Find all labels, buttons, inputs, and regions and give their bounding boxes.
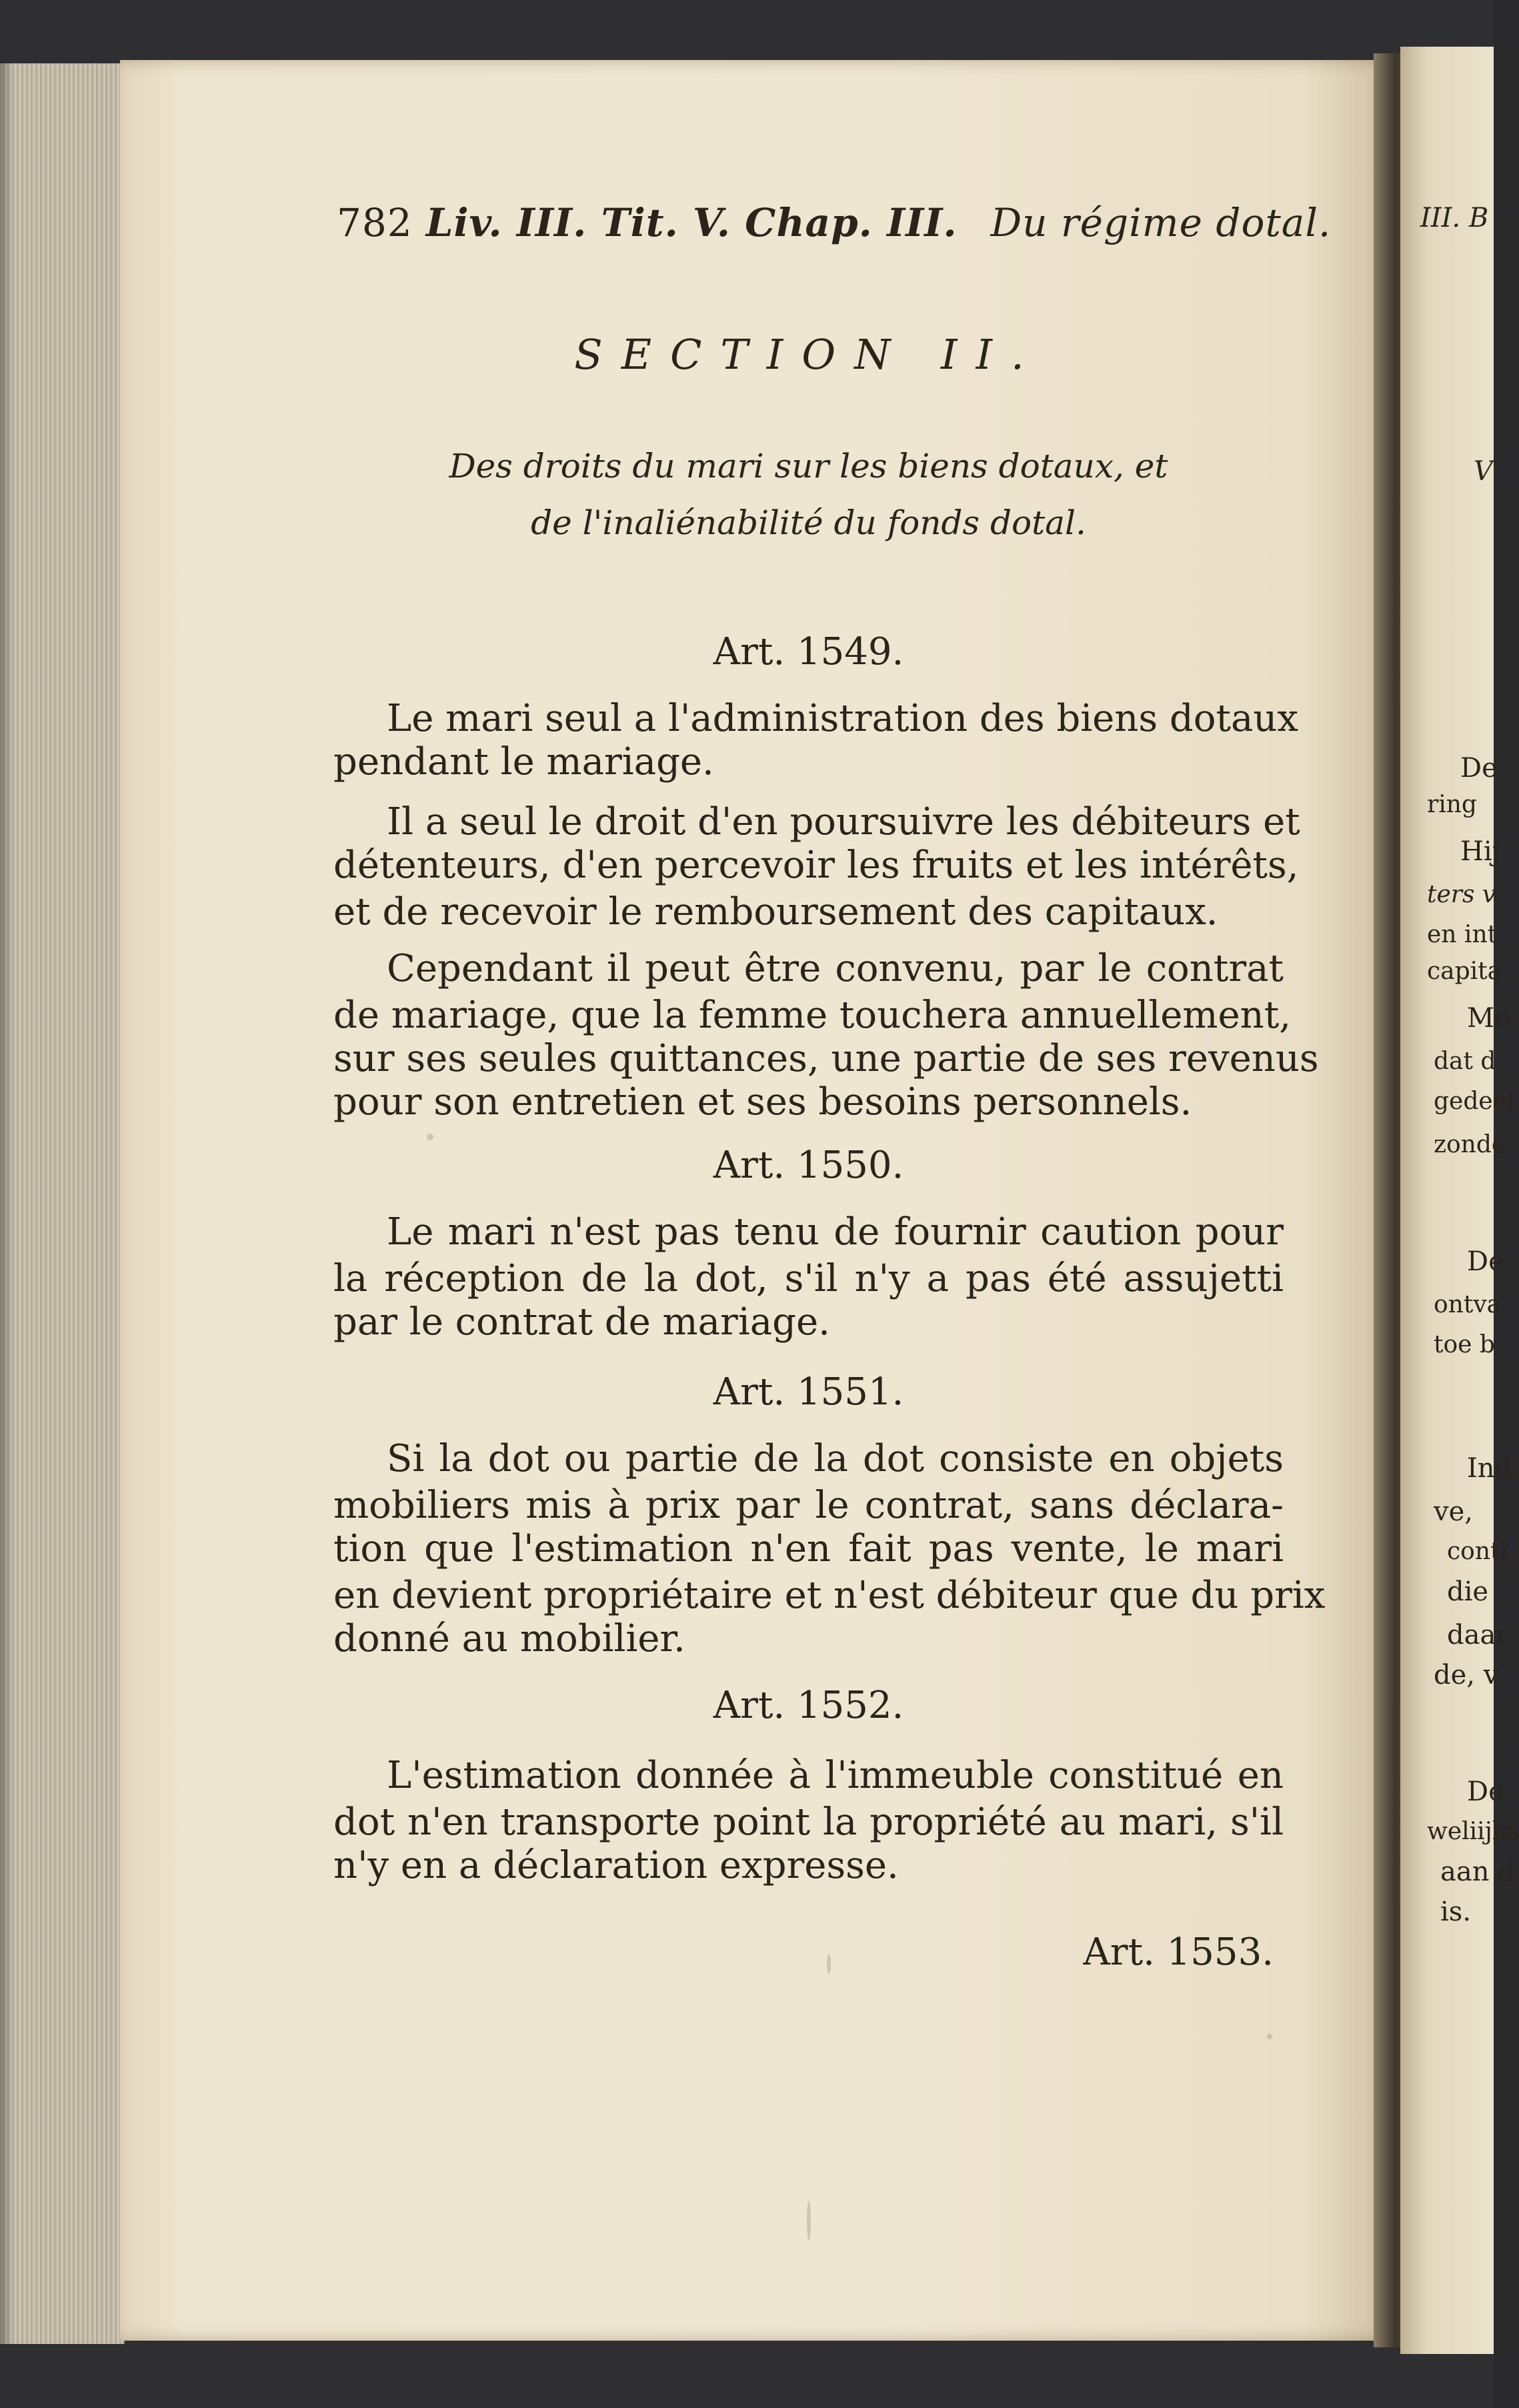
facing-fragment: weliijks — [1427, 1818, 1519, 1845]
running-head — [337, 200, 1332, 245]
text-line: Si la dot ou partie de la dot consiste en objets — [387, 1437, 1284, 1480]
text-line: mobiliers mis à prix par le contrat, sans déclara- — [333, 1484, 1284, 1527]
text-line: sur ses seules quittances, une partie de ses revenus — [333, 1037, 1319, 1080]
facing-head: III. B — [1420, 203, 1489, 233]
section-title: SECTION II. — [574, 330, 1043, 379]
running-head-title: Du régime dotal. — [990, 200, 1332, 245]
article-heading: Art. 1552. — [713, 1684, 904, 1727]
catchword: Art. 1553. — [1083, 1931, 1274, 1974]
text-line: la réception de la dot, s'il n'y a pas été assujetti — [333, 1257, 1284, 1300]
text-line: n'y en a déclaration expresse. — [333, 1844, 899, 1887]
text-line: Le mari seul a l'administration des biens dotaux — [387, 697, 1298, 740]
article-heading: Art. 1549. — [713, 630, 904, 674]
left-page — [120, 60, 1394, 2341]
paper-speck — [807, 2201, 811, 2241]
text-line: L'estimation donnée à l'immeuble constitué en — [387, 1754, 1284, 1797]
facing-fragment: gedeel — [1434, 1088, 1515, 1115]
facing-fragment: en int — [1427, 921, 1498, 948]
facing-fragment: Ind — [1467, 1453, 1512, 1484]
page-edges — [0, 63, 125, 2344]
facing-fragment: de, v — [1434, 1660, 1499, 1690]
facing-fragment: zonde — [1434, 1131, 1506, 1158]
text-line: pour son entretien et ses besoins personnels. — [333, 1080, 1192, 1124]
facing-page — [1400, 47, 1494, 2354]
text-line: donné au mobilier. — [333, 1617, 685, 1660]
facing-fragment: die — [1447, 1576, 1489, 1607]
facing-fragment: De — [1467, 1776, 1504, 1807]
text-line: Cependant il peut être convenu, par le contrat — [387, 947, 1284, 990]
paper-speck — [827, 1954, 831, 1974]
facing-fragment: ters v. — [1427, 881, 1501, 908]
facing-fragment: V — [1474, 456, 1493, 487]
text-line: Le mari n'est pas tenu de fournir caution pour — [387, 1210, 1284, 1254]
facing-fragment: Hij — [1460, 836, 1501, 867]
text-line: détenteurs, d'en percevoir les fruits et les intérêts, — [333, 844, 1299, 887]
page-number: 782 — [337, 200, 413, 245]
text-line: et de recevoir le remboursement des capitaux. — [333, 890, 1218, 934]
text-line: dot n'en transporte point la propriété au mari, s'il — [333, 1800, 1284, 1844]
facing-fragment: aan d — [1440, 1857, 1515, 1887]
running-head-location: Liv. III. Tit. V. Chap. III. — [425, 200, 958, 245]
facing-fragment: ring — [1427, 791, 1477, 818]
text-line: de mariage, que la femme touchera annuellement, — [333, 994, 1292, 1037]
text-line: Il a seul le droit d'en poursuivre les débiteurs et — [387, 800, 1300, 844]
facing-fragment: is. — [1440, 1897, 1472, 1927]
paper-speck — [427, 1134, 433, 1140]
section-subtitle: de l'inaliénabilité du fonds dotal. — [531, 503, 1086, 542]
facing-fragment: De — [1460, 753, 1498, 784]
page-edges-shadow — [0, 63, 13, 2344]
facing-fragment: ve, — [1434, 1496, 1473, 1527]
facing-fragment: Me — [1467, 1003, 1510, 1034]
facing-fragment: daar — [1447, 1620, 1509, 1650]
facing-fragment: capita — [1427, 958, 1502, 985]
text-line: pendant le mariage. — [333, 740, 714, 784]
text-line: par le contrat de mariage. — [333, 1300, 830, 1344]
section-subtitle: Des droits du mari sur les biens dotaux, et — [449, 447, 1168, 485]
text-line: tion que l'estimation n'en fait pas vente, le mari — [333, 1527, 1284, 1570]
facing-fragment: ontva — [1434, 1291, 1502, 1318]
facing-fragment: De — [1467, 1246, 1504, 1277]
article-heading: Art. 1551. — [713, 1370, 904, 1414]
facing-fragment: dat d — [1434, 1048, 1496, 1075]
paper-speck — [1267, 2034, 1272, 2039]
text-line: en devient propriétaire et n'est débiteur que du prix — [333, 1574, 1326, 1617]
article-heading: Art. 1550. — [713, 1144, 904, 1187]
facing-fragment: toe b — [1434, 1331, 1495, 1358]
facing-fragment: conti — [1447, 1538, 1508, 1565]
